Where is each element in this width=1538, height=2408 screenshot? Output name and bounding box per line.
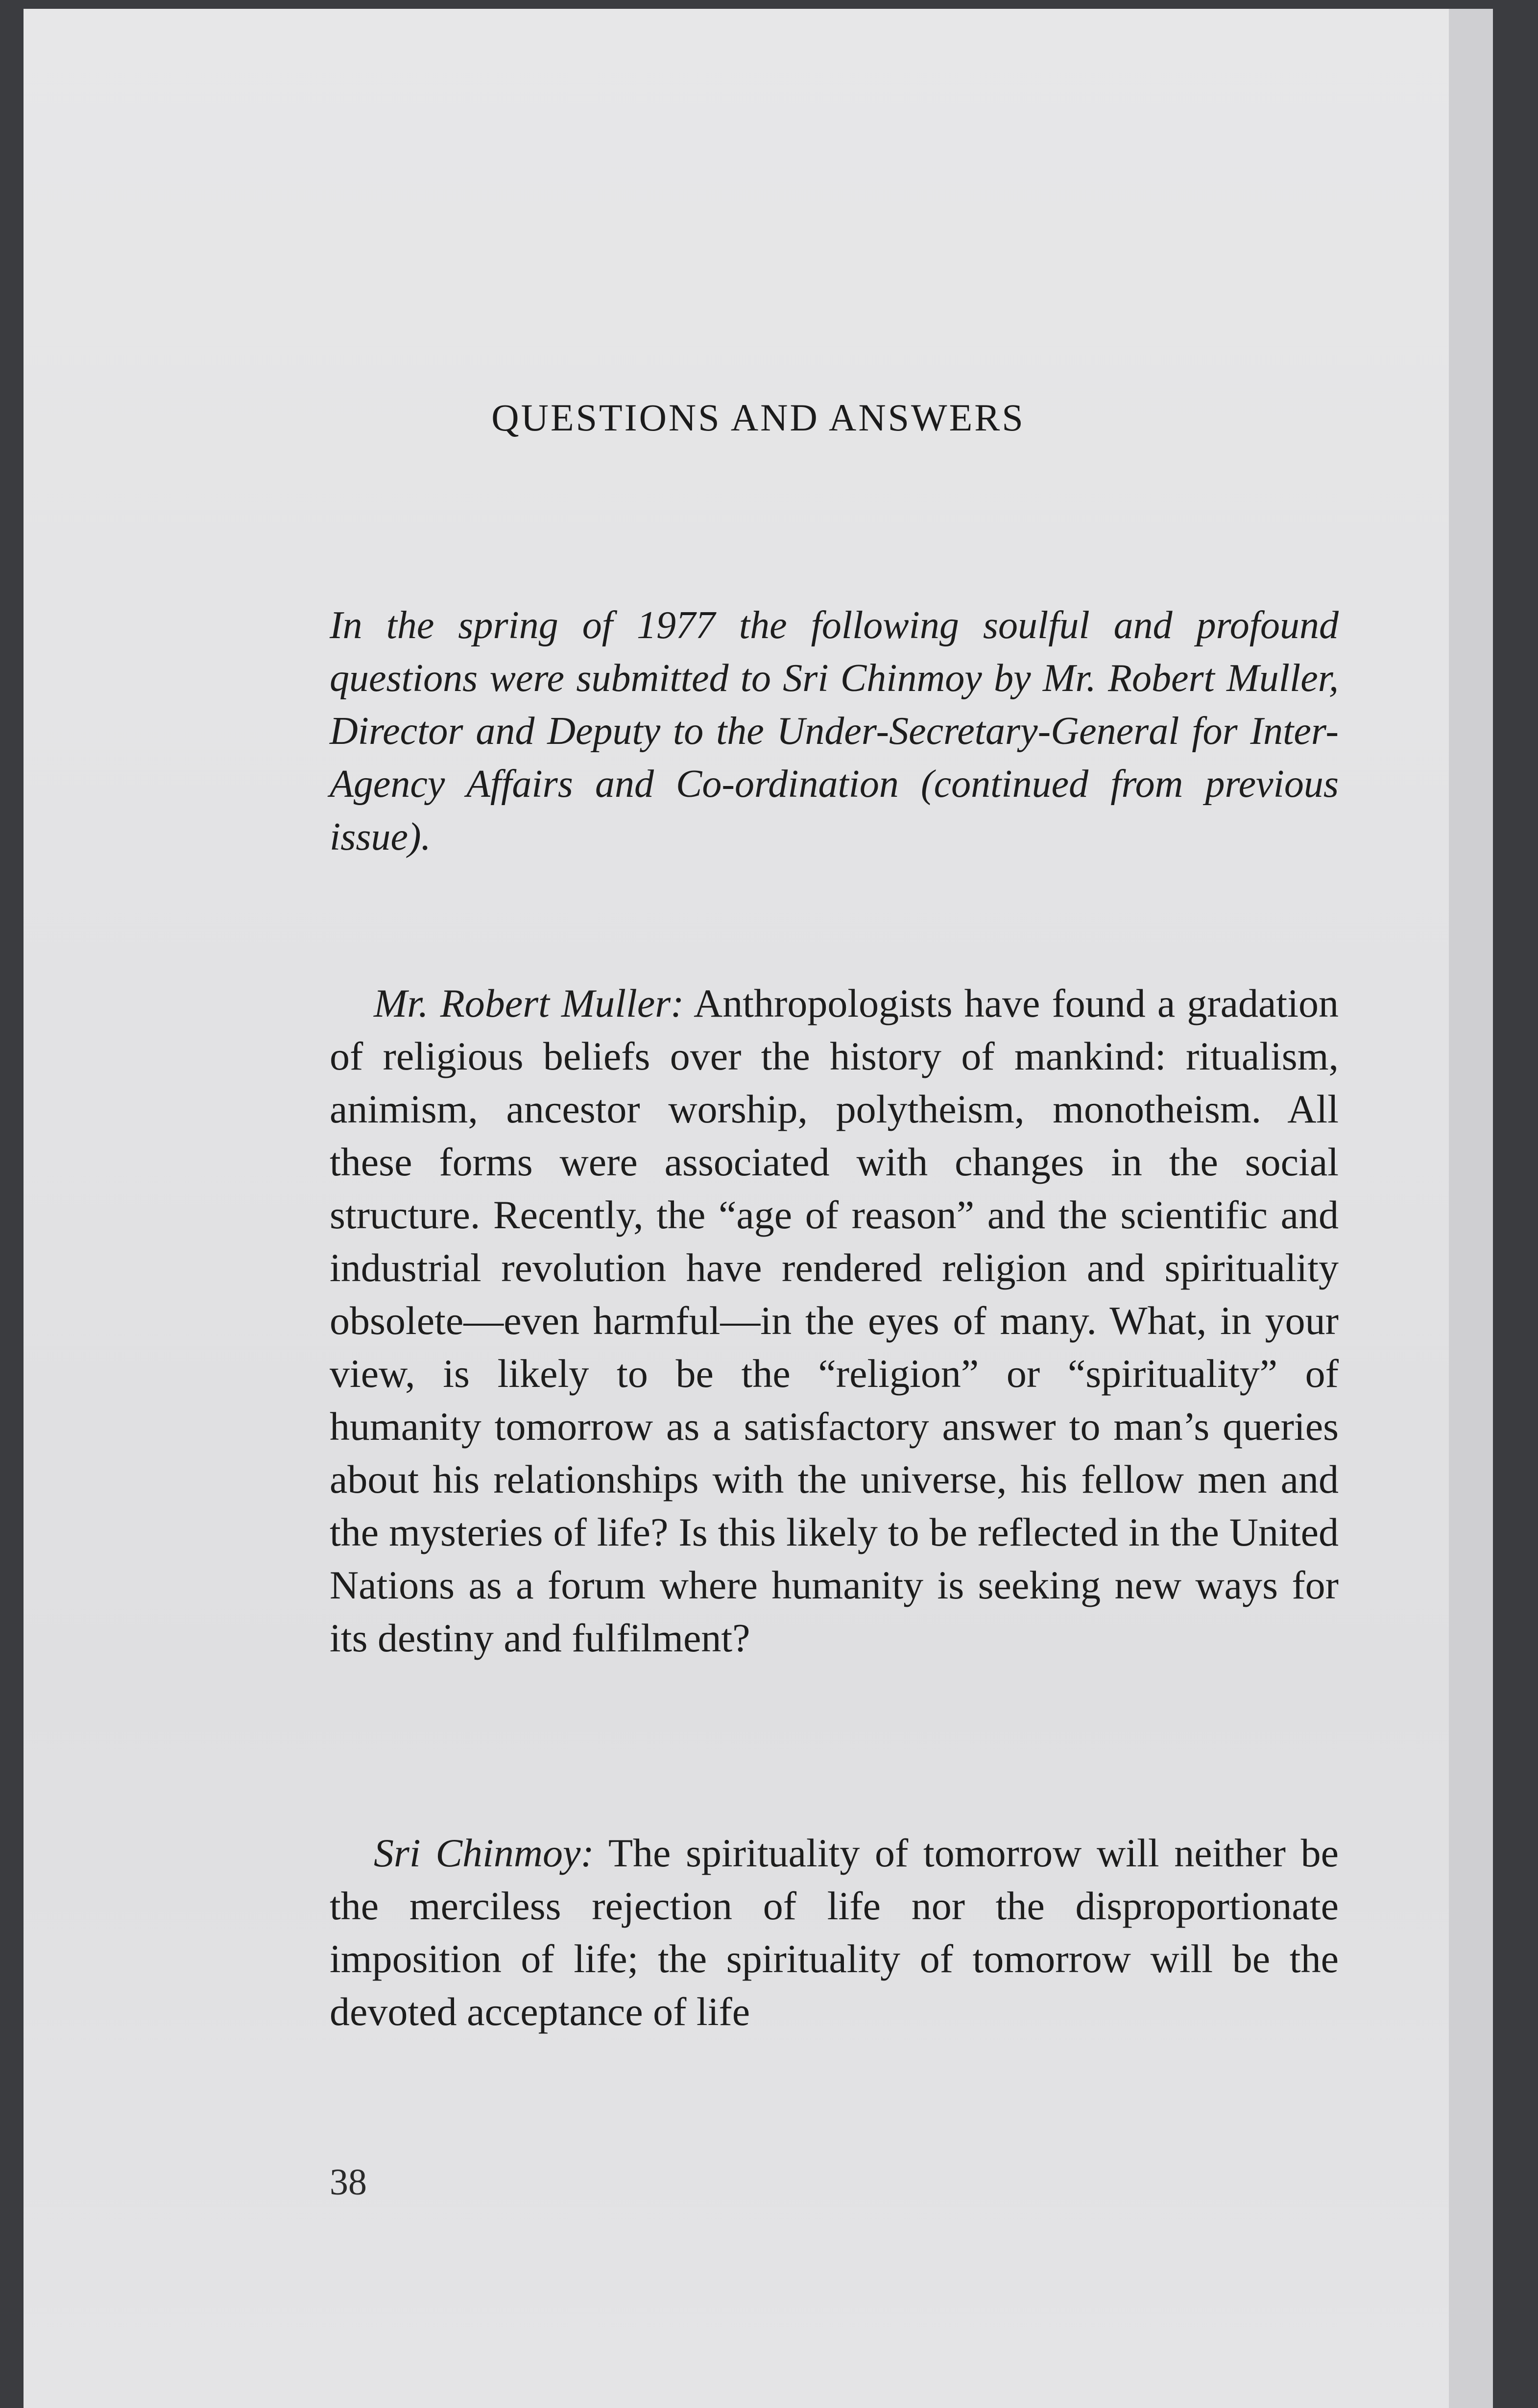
question-speaker: Mr. Robert Muller: (374, 981, 684, 1025)
page-edge-shadow (1449, 9, 1493, 2408)
question-text: Anthropologists have found a gradation of religious beliefs over the history of mankind: ritualism, animism, ancestor worship, polytheism, monotheism. All these forms were associated with changes in the social structure. Recently, the “age of reason” and the scientific and industrial revolution have rendered religion and spirituality obsolete—even harmful—in the eyes of many. What, in your view, is likely to be the “religion” or “spirituality” of humanity tomorrow as a satisfactory answer to man’s queries about his relationships with the universe, his fellow men and the mysteries of life? Is this likely to be reflected in the United Nations as a forum where humanity is seeking new ways for its destiny and fulfilment? (330, 981, 1339, 1660)
section-heading: QUESTIONS AND ANSWERS (491, 396, 1025, 439)
answer-paragraph (330, 1827, 1339, 2038)
question-paragraph (330, 977, 1339, 1665)
book-page (24, 9, 1493, 2408)
answer-text: The spirituality of tomorrow will neither be the merciless rejection of life nor the disproportionate imposition of life; the spirituality of tomorrow will be the devoted acceptance of life (330, 1831, 1339, 2034)
intro-paragraph: In the spring of 1977 the following soulful and profound questions were submitted to Sri Chinmoy by Mr. Robert Muller, Director and Deputy to the Under-Secretary-General for Inter-Agency Affairs and Co-ordination (continued from previous issue). (330, 604, 1339, 858)
page-number: 38 (330, 2162, 367, 2203)
answer-speaker: Sri Chinmoy: (374, 1831, 594, 1875)
